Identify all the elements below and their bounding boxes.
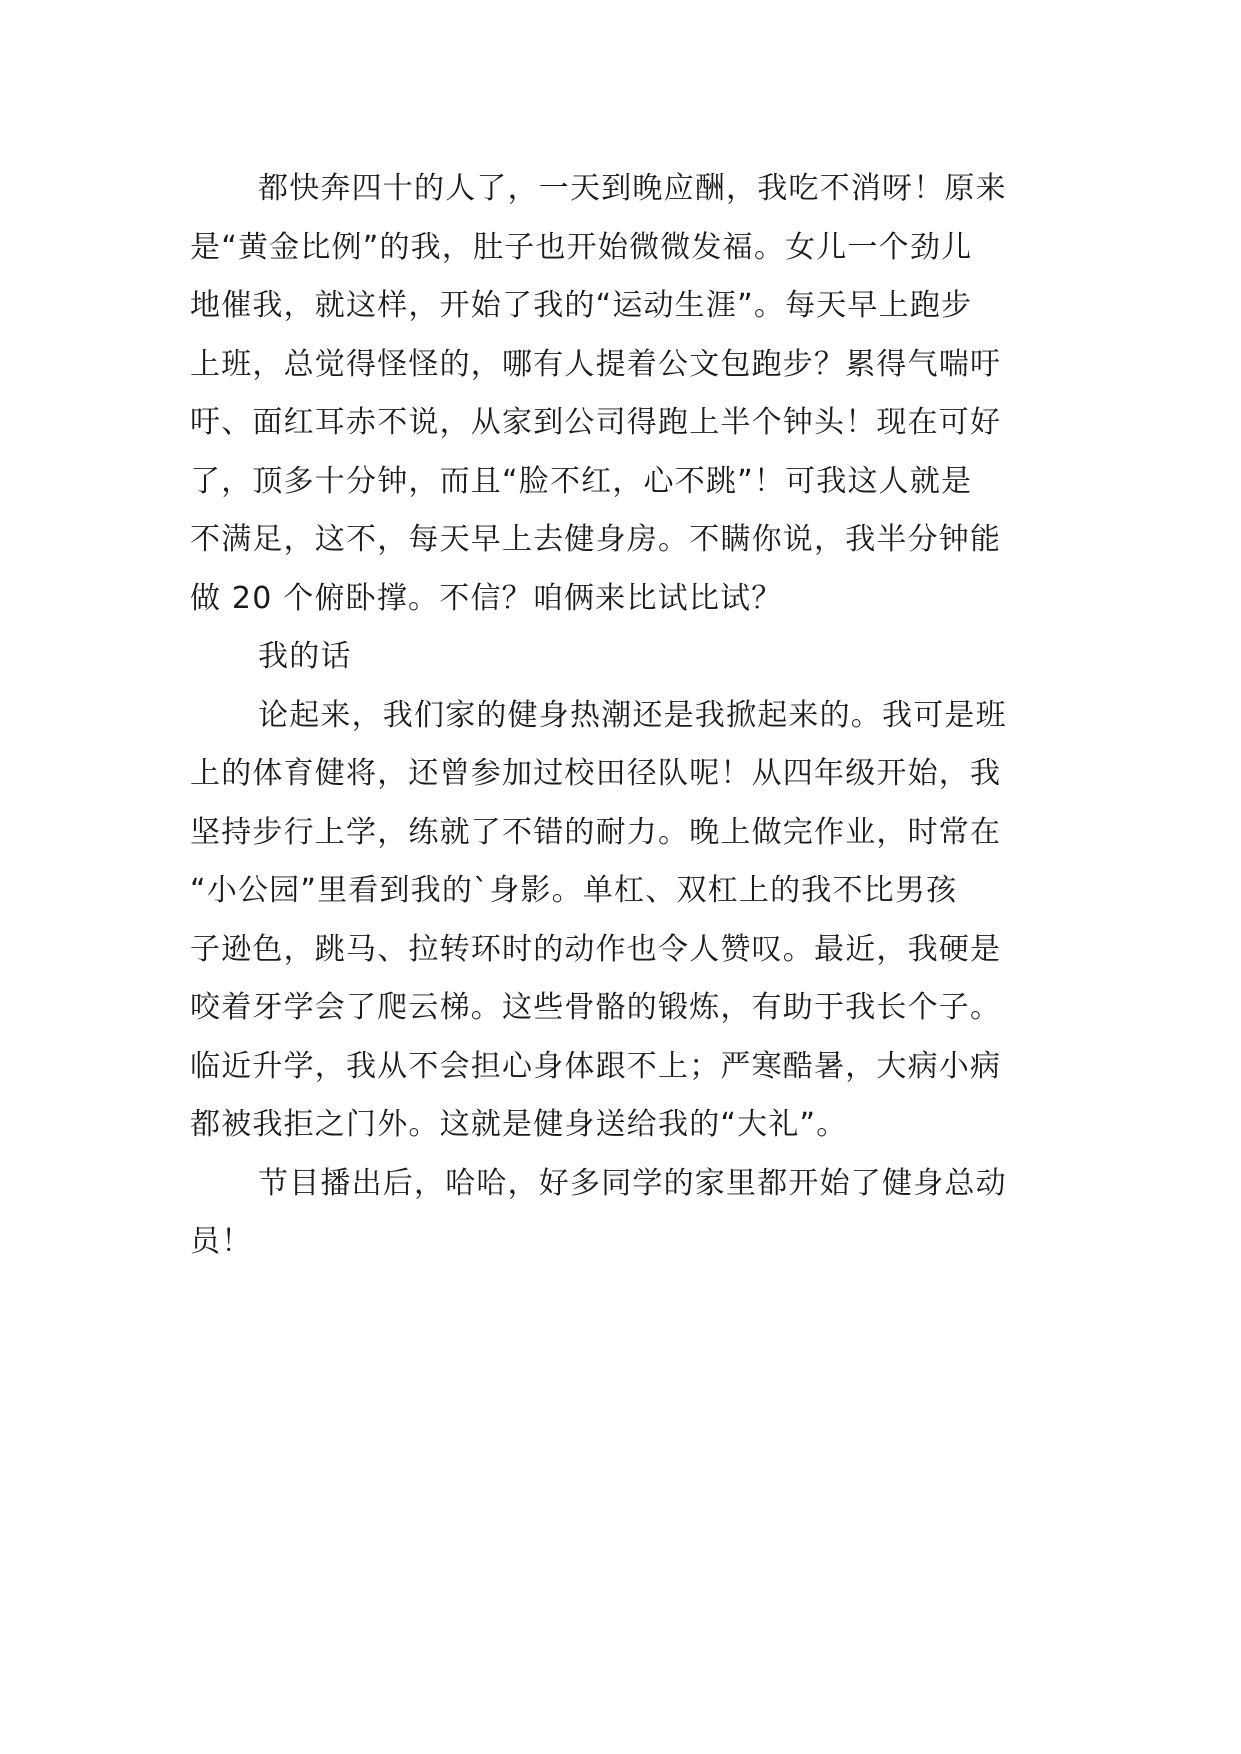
text-line: 论起来，我们家的健身热潮还是我掀起来的。我可是班	[258, 697, 1007, 733]
text-line: “小公园”里看到我的`身影。单杠、双杠上的我不比男孩	[190, 873, 958, 908]
paragraph-1	[190, 160, 1060, 628]
text-line: 咬着牙学会了爬云梯。这些骨骼的锻炼，有助于我长个子。	[190, 990, 1002, 1025]
text-line: 坚持步行上学，练就了不错的耐力。晚上做完作业，时常在	[190, 814, 1002, 850]
paragraph-2	[190, 687, 1060, 1155]
section-heading: 我的话	[258, 639, 352, 674]
paragraph-3	[190, 1155, 1060, 1272]
text-line: 临近升学，我从不会担心身体跟不上；严寒酷暑，大病小病	[190, 1048, 1002, 1084]
text-line: 都快奔四十的人了，一天到晚应酬，我吃不消呀！原来	[258, 171, 1007, 206]
text-line: 节目播出后，哈哈，好多同学的家里都开始了健身总动	[258, 1165, 1007, 1201]
text-line: 子逊色，跳马、拉转环时的动作也令人赞叹。最近，我硬是	[190, 931, 1002, 967]
text-line: 上班，总觉得怪怪的，哪有人提着公文包跑步？累得气喘吁	[190, 346, 1002, 382]
text-line: 是“黄金比例”的我，肚子也开始微微发福。女儿一个劲儿	[190, 229, 973, 265]
document-body	[190, 160, 1060, 1272]
text-line: 员！	[190, 1224, 253, 1259]
text-line: 了，顶多十分钟，而且“脸不红，心不跳”！可我这人就是	[190, 463, 973, 499]
text-line: 地催我，就这样，开始了我的“运动生涯”。每天早上跑步	[190, 288, 973, 323]
text-line: 不满足，这不，每天早上去健身房。不瞒你说，我半分钟能	[190, 522, 1002, 557]
text-line: 吁、面红耳赤不说，从家到公司得跑上半个钟头！现在可好	[190, 405, 1002, 440]
text-line: 做 20 个俯卧撑。不信？咱俩来比试比试？	[190, 580, 783, 616]
text-line: 都被我拒之门外。这就是健身送给我的“大礼”。	[190, 1107, 848, 1142]
text-line: 上的体育健将，还曾参加过校田径队呢！从四年级开始，我	[190, 756, 1002, 791]
